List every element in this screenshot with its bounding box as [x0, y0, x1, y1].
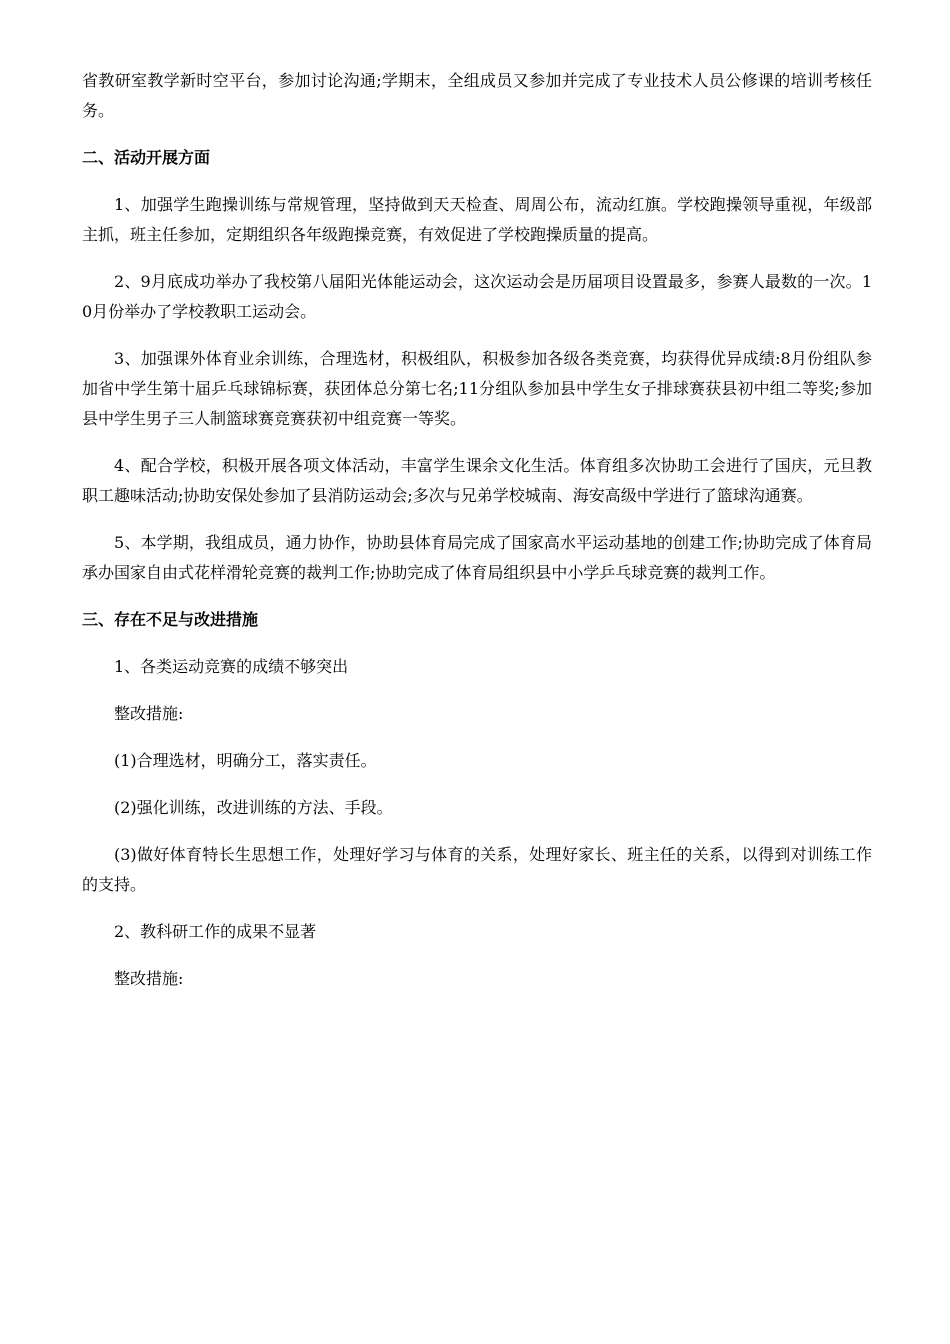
section-heading-shortcomings: 三、存在不足与改进措施 — [82, 610, 259, 629]
paragraph-item-4: 4、配合学校，积极开展各项文体活动，丰富学生课余文化生活。体育组多次协助工会进行了国庆，元旦教职工趣味活动;协助安保处参加了县消防运动会;多次与兄弟学校城南、海安高级中学进行了篮球沟通赛。 — [82, 456, 872, 505]
paragraph-measures-label-1: 整改措施: — [114, 704, 184, 723]
paragraph-item-3: 3、加强课外体育业余训练，合理选材，积极组队，积极参加各级各类竞赛，均获得优异成绩:8月份组队参加省中学生第十届乒乓球锦标赛，获团体总分第七名;11分组队参加县中学生女子排球赛获县初中组二等奖;参加县中学生男子三人制篮球赛竞赛获初中组竞赛一等奖。 — [82, 349, 872, 428]
paragraph-measure-1: (1)合理选材，明确分工，落实责任。 — [114, 751, 377, 770]
paragraph-shortcoming-1: 1、各类运动竞赛的成绩不够突出 — [114, 657, 349, 676]
paragraph-item-1: 1、加强学生跑操训练与常规管理，坚持做到天天检查、周周公布，流动红旗。学校跑操领导重视，年级部主抓，班主任参加，定期组织各年级跑操竞赛，有效促进了学校跑操质量的提高。 — [82, 195, 872, 244]
document-page — [82, 66, 872, 1011]
paragraph-measure-3: (3)做好体育特长生思想工作，处理好学习与体育的关系，处理好家长、班主任的关系，以得到对训练工作的支持。 — [82, 845, 872, 894]
paragraph-shortcoming-2: 2、教科研工作的成果不显著 — [114, 922, 317, 941]
paragraph-continuation: 省教研室教学新时空平台，参加讨论沟通;学期末，全组成员又参加并完成了专业技术人员公修课的培训考核任务。 — [82, 71, 872, 120]
section-heading-activities: 二、活动开展方面 — [82, 148, 211, 167]
paragraph-measure-2: (2)强化训练，改进训练的方法、手段。 — [114, 798, 393, 817]
paragraph-item-5: 5、本学期，我组成员，通力协作，协助县体育局完成了国家高水平运动基地的创建工作;协助完成了体育局承办国家自由式花样滑轮竞赛的裁判工作;协助完成了体育局组织县中小学乒乓球竞赛的裁判工作。 — [82, 533, 872, 582]
paragraph-item-2: 2、9月底成功举办了我校第八届阳光体能运动会，这次运动会是历届项目设置最多，参赛人最数的一次。10月份举办了学校教职工运动会。 — [82, 272, 872, 321]
paragraph-measures-label-2: 整改措施: — [114, 969, 184, 988]
